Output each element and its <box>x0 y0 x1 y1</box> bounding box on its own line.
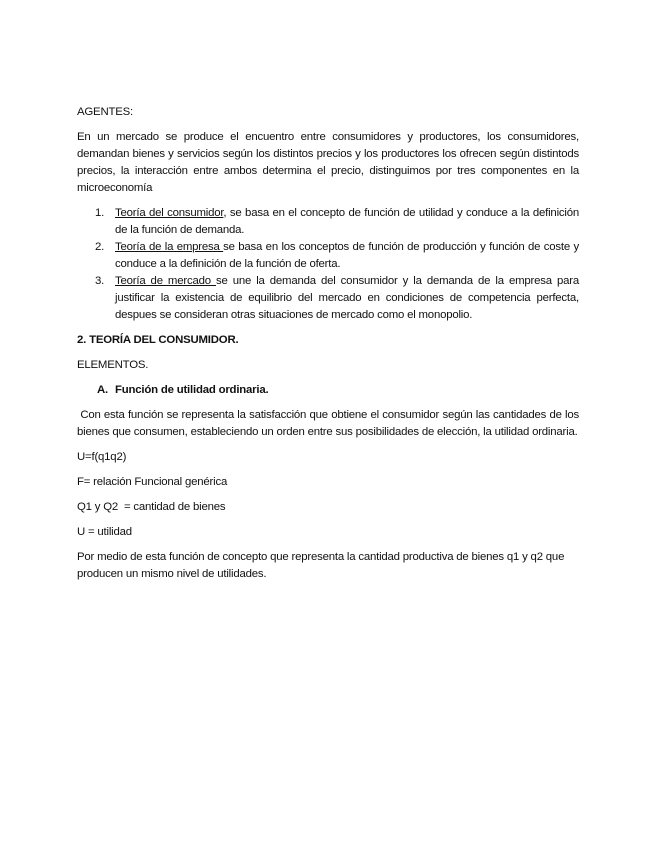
utility-paragraph: Con esta función se representa la satisfacción que obtiene el consumidor según las cantidades de los bienes que consumen, estableciendo un orden entre sus posibilidades de elección, la utilidad ordinaria. <box>77 409 582 438</box>
list-item-number: 1. <box>95 207 105 219</box>
list-item <box>77 239 579 273</box>
list-item-text: , se basa en el concepto de función de utilidad y conduce a la definición de la función de demanda. <box>115 207 579 236</box>
definition-f: F= relación Funcional genérica <box>77 476 228 488</box>
subsection-title: Función de utilidad ordinaria. <box>115 384 269 396</box>
list-item-text: se une la demanda del consumidor y la demanda de la empresa para justificar la existencia de equilibrio del mercado en condiciones de competencia perfecta, despues se consideran otras situaciones de mercado como el monopolio. <box>115 275 579 321</box>
components-list <box>77 205 579 324</box>
list-item-text: se basa en los conceptos de función de producción y función de coste y conduce a la definición de la función de oferta. <box>115 241 580 270</box>
list-item-title: Teoría de la empresa <box>115 241 224 253</box>
subsection-letter: A. <box>97 384 108 396</box>
definition-q: Q1 y Q2 = cantidad de bienes <box>77 501 226 513</box>
agentes-heading: AGENTES: <box>77 106 133 118</box>
list-item <box>77 205 579 239</box>
formula: U=f(q1q2) <box>77 451 127 463</box>
document-page <box>77 104 582 591</box>
subsection-heading <box>77 382 579 399</box>
list-item <box>77 273 579 324</box>
list-item-title: Teoría del consumidor <box>115 207 224 219</box>
closing-paragraph: Por medio de esta función de concepto que representa la cantidad productiva de bienes q1 y q2 que producen un mismo nivel de utilidades. <box>77 551 565 580</box>
section-heading: 2. TEORÍA DEL CONSUMIDOR. <box>77 334 239 346</box>
definition-u: U = utilidad <box>77 526 132 538</box>
list-item-number: 3. <box>95 275 105 287</box>
list-item-number: 2. <box>95 241 105 253</box>
list-item-title: Teoría de mercado <box>115 275 216 287</box>
elementos-label: ELEMENTOS. <box>77 359 149 371</box>
intro-paragraph: En un mercado se produce el encuentro entre consumidores y productores, los consumidores, demandan bienes y servicios según los distintos precios y los productores los ofrecen según distintods precios, la interacción entre ambos determina el precio, distinguimos por tres componentes en la microeconomía <box>77 131 579 194</box>
